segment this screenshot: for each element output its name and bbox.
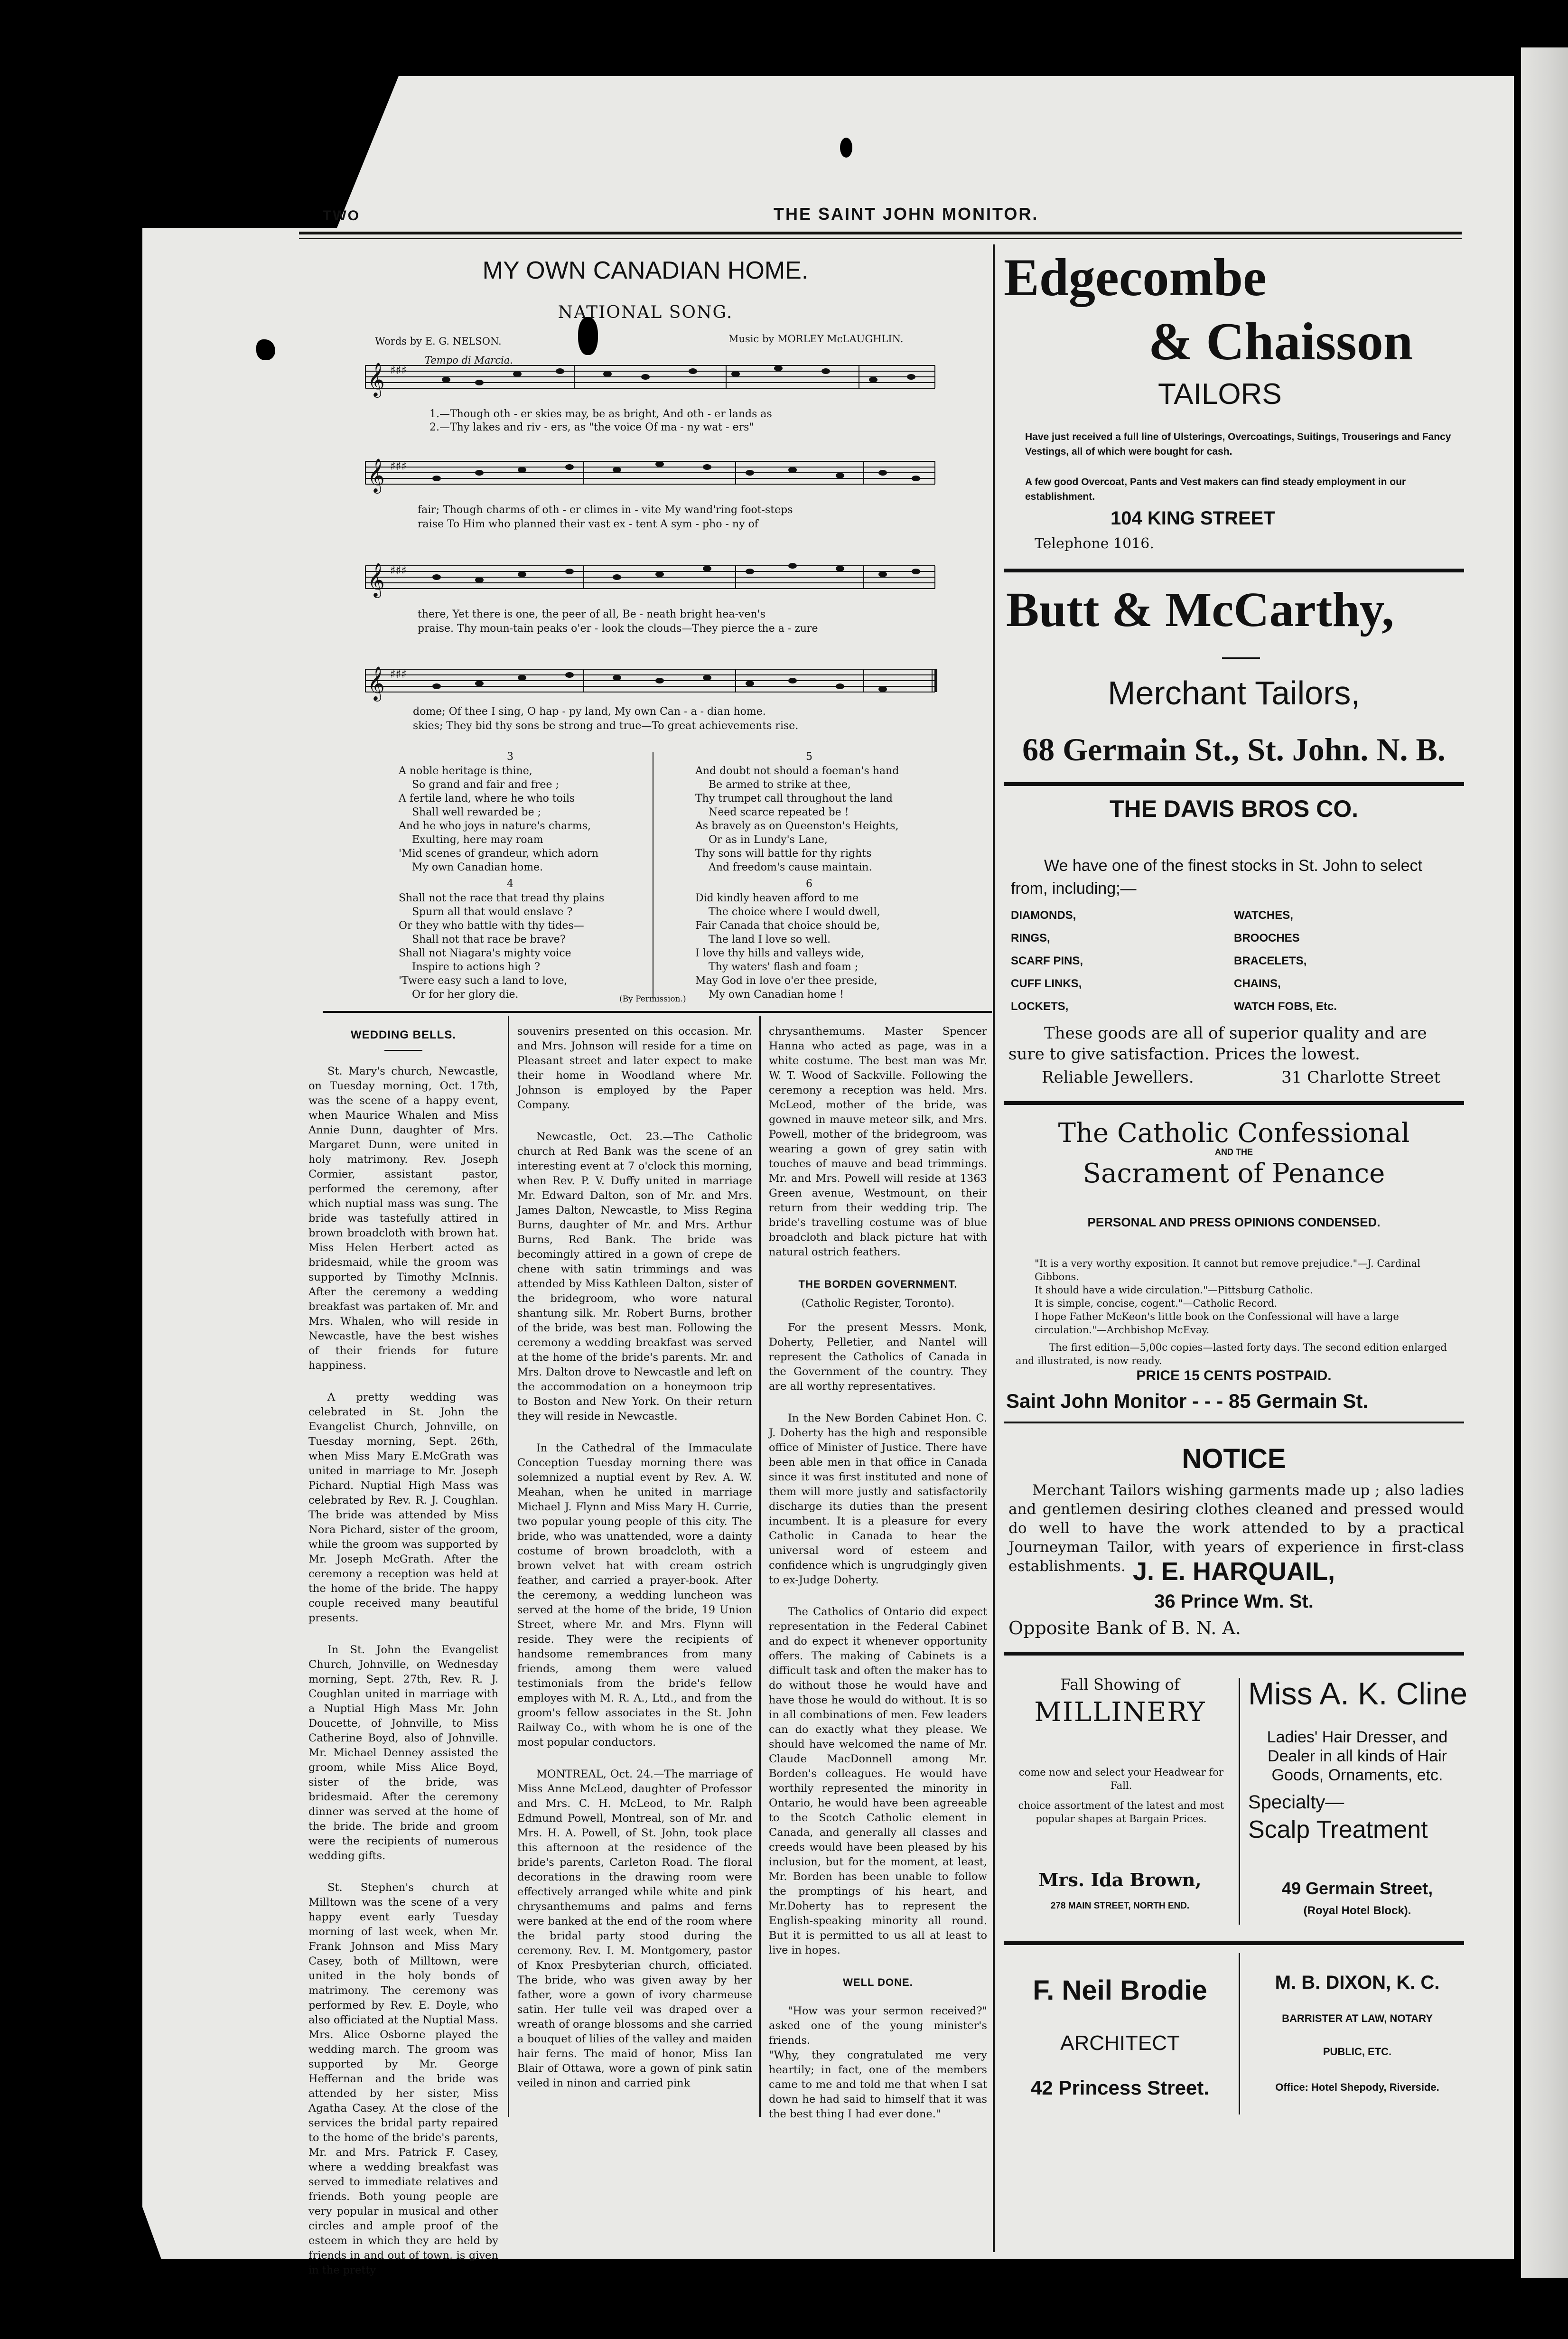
- column-3: [769, 1024, 987, 2139]
- column-2: [517, 1024, 752, 2108]
- article-paragraph: MONTREAL, Oct. 24.—The marriage of Miss Anne McLeod, daughter of Professor and Mrs. C. H. McLeod, to Mr. Ralph Edmund Powell, Montreal, son of Mr. and Mrs. H. A. Powell, of St. John, took place this afternoon at the residence of the bride's parents, Carleton Road. The floral decorations in the drawing room were effectively arranged while white and pink chrysanthemums and palms and ferns were banked at the end of the room where the bridal party stood during the ceremony. Rev. I. M. Montgomery, pastor of Knox Presbyterian church, officiated. The bride, who was given away by her father, wore a gown of ivory charmeuse satin. Her tulle veil was draped over a wreath of orange blossoms and she carried a bouquet of lilies of the valley and maiden hair ferns. The maid of honor, Miss Ian Blair of Ottawa, wore a gown of pink satin veiled in ninon and carried pink: [517, 1768, 752, 2089]
- article-paragraph: St. Stephen's church at Milltown was the scene of a very happy event early Tuesday morning of last week, when Mr. Frank Johnson and Miss Mary Casey, both of Milltown, were united in the holy bonds of matrimony. The ceremony was performed by Rev. E. Doyle, who also officiated at the Nuptial Mass. Mrs. Alice Osborne played the wedding march. The groom was supported by Mr. George Heffernan and the bride was attended by her sister, Miss Agatha Casey. At the close of the services the bridal party repaired to the home of the bride's parents, Mr. and Mrs. Patrick F. Casey, where a wedding breakfast was served to immediate relatives and friends. Both young people are very popular in musical and other circles and ample proof of the esteem in which they are held by friends in and out of town, is given in the pretty: [308, 1881, 498, 2276]
- davis-item: CHAINS,: [1234, 977, 1281, 990]
- svg-text:♯♯♯: ♯♯♯: [390, 667, 407, 681]
- davis-item: CUFF LINKS,: [1011, 977, 1082, 990]
- page-label: TWO: [323, 208, 360, 224]
- ad-divider: [1004, 1941, 1464, 1945]
- ink-spot: [578, 317, 598, 355]
- column-divider: [508, 1016, 509, 2117]
- svg-text:♯♯♯: ♯♯♯: [390, 564, 407, 577]
- verse-number: 5: [806, 751, 812, 763]
- article-paragraph: "How was your sermon received?" asked one of the young minister's friends. "Why, they congratulated me very heartily; in fact, one of the members came to me and told me that when I sat down he had said to himself that it was the best thing I had ever done.": [769, 2005, 987, 2120]
- brodie-name: F. Neil Brodie: [1033, 1975, 1207, 2006]
- borden-source: (Catholic Register, Toronto).: [801, 1297, 955, 1310]
- butt-name: Butt & McCarthy,: [1006, 582, 1394, 637]
- ink-spot: [840, 138, 852, 158]
- next-page-edge: [1521, 47, 1568, 2278]
- davis-intro: We have one of the finest stocks in St. John to select from, including;—: [1011, 857, 1422, 898]
- header-rule: [299, 232, 1462, 234]
- cline-treatment: Scalp Treatment: [1248, 1816, 1428, 1843]
- article-paragraph: In St. John the Evangelist Church, Johnville, on Wednesday morning, Sept. 27th, Rev. R. J. Coughlan united in marriage with a Nuptial High Mass Mr. John Doucette, of Johnville, to Miss Catherine Boyd, also of Johnville. Mr. Michael Denney assisted the groom, while Miss Alice Boyd, sister of the bride, was bridesmaid. After the ceremony dinner was served at the home of the bride. The bride and groom were the recipients of numerous wedding gifts.: [308, 1644, 498, 1862]
- millinery-text-2: choice assortment of the latest and most popular shapes at Bargain Prices.: [1018, 1800, 1224, 1824]
- davis-items-left: [1011, 904, 1083, 1018]
- confessional-sub: PERSONAL AND PRESS OPINIONS CONDENSED.: [1087, 1215, 1381, 1229]
- article-paragraph: A pretty wedding was celebrated in St. John the Evangelist Church, Johnville, on Tuesday morning, Sept. 26th, when Miss Mary E.McGrath was united in marriage to Mr. Joseph Pichard. Nuptial High Mass was celebrated by Rev. R. J. Coughlan. The bride was attended by Miss Nora Pichard, sister of the groom, while the groom was supported by Mr. Joseph McGrath. After the ceremony a reception was held at the home of the bride. The happy couple received many beautiful presents.: [308, 1391, 498, 1624]
- title-rule: [384, 1050, 422, 1051]
- article-paragraph: The Catholics of Ontario did expect representation in the Federal Cabinet and do expect it whenever opportunity offers. The making of Cabinets is a difficult task and often the maker has to do without those he would have and have those he would do without. It is so in all combinations of men. Few leaders can do exactly what they please. We should have welcomed the name of Mr. Claude MacDonnell among Mr. Borden's colleagues. He would have worthily represented the minority in Ontario, he would have been agreeable to the Scotch Catholic element in Canada, and generally all classes and creeds would have been pleased by his inclusion, but for the moment, at least, Mr. Borden has been unable to follow the promptings of his heart, and Mr.Doherty has to represent the English-speaking minority all round. But it is permitted to us all at least to live in hopes.: [769, 1606, 987, 1956]
- cline-text: Ladies' Hair Dresser, and Dealer in all kinds of Hair Goods, Ornaments, etc.: [1267, 1728, 1448, 1784]
- confessional-monitor: Saint John Monitor - - - 85 Germain St.: [1006, 1390, 1369, 1412]
- ad-divider: [1004, 1101, 1464, 1105]
- notice-text: Merchant Tailors wishing garments made up ; also ladies and gentlemen desiring clothes cleaned and pressed would do well to have the work attended to by a practical Journeyman Tailor, with years of experience in first-class establishments.: [1008, 1482, 1464, 1575]
- svg-text:𝄞: 𝄞: [367, 665, 385, 700]
- ad-divider: [1004, 782, 1464, 786]
- cline-name: Miss A. K. Cline: [1248, 1676, 1468, 1711]
- edgecombe-trade: TAILORS: [1158, 378, 1282, 411]
- lyric-line: raise To Him who planned their vast ex - tent A sym - pho - ny of: [418, 518, 758, 530]
- wedding-bells-title: WEDDING BELLS.: [351, 1029, 456, 1041]
- davis-quality: These goods are all of superior quality and are sure to give satisfaction. Prices the lowest.: [1008, 1024, 1427, 1064]
- article-paragraph: In the New Borden Cabinet Hon. C. J. Doherty has the high and responsible office of Minister of Justice. There have been able men in that office in Canada since it was first instituted and none of them will more justly and satisfactorily discharge its duties than the present incumbent. It is a pleasure for every Catholic in Canada to hear the universal word of esteem and confidence which is ungrudgingly given to ex-Judge Doherty.: [769, 1412, 987, 1586]
- edgecombe-text: Have just received a full line of Ulsterings, Overcoatings, Suitings, Trouserings and Fancy Vestings, all of which were bought for cash.: [1025, 431, 1451, 457]
- article-paragraph: In the Cathedral of the Immaculate Conception Tuesday morning there was solemnized a nuptial event by Rev. A. W. Meahan, when he united in marriage Michael J. Flynn and Miss Mary H. Currie, two popular young people of this city. The bride, who was unattended, wore a dainty costume of brown broadcloth, with a brown velvet hat with cream ostrich feather, and carried a prayer-book. After the ceremony, a wedding luncheon was served at the home of the bride, 19 Union Street, where Mr. and Mrs. Flynn will reside. They were the recipients of handsome remembrances from many friends, among them were valued testimonials from the bride's fellow employes with M. R. A., Ltd., and from the groom's fellow associates in the St. John Railway Co., with whom he is one of the most popular conductors.: [517, 1442, 752, 1749]
- verse-4: Shall not the race that tread thy plains Spurn all that would enslave ? Or they who battle with thy tides— Shall not that race be brave? Shall not Niagara's mighty voice Inspire to actions high ? 'Twere easy such a land to love, Or for her glory die.: [399, 892, 605, 1001]
- paper-title: THE SAINT JOHN MONITOR.: [774, 204, 1039, 224]
- dixon-role-2: PUBLIC, ETC.: [1323, 2046, 1392, 2058]
- ink-spot: [256, 339, 275, 360]
- davis-items-right: [1234, 904, 1337, 1018]
- quote: I hope Father McKeon's little book on the Confessional will have a large circulation."—Archbishop McEvay.: [1035, 1311, 1399, 1336]
- borden-title: THE BORDEN GOVERNMENT.: [798, 1278, 958, 1290]
- article-paragraph: For the present Messrs. Monk, Doherty, Pelletier, and Nantel will represent the Catholics of Canada in the Government of the country. They are all worthy representatives.: [769, 1321, 987, 1393]
- column-divider: [759, 1016, 761, 2117]
- confessional-edition: The first edition—5,00c copies—lasted forty days. The second edition enlarged and illustrated, is now ready.: [1016, 1342, 1447, 1366]
- ad-divider: [1004, 1652, 1464, 1656]
- notice-title: NOTICE: [1182, 1443, 1286, 1474]
- article-paragraph: chrysanthemums. Master Spencer Hanna who acted as page, was in a white costume. The best man was Mr. W. T. Wood of Sackville. Following the ceremony a reception was held. Mrs. McLeod, mother of the bride, was gowned in mauve meteor silk, and Mrs. Powell, mother of the bridegroom, was wearing a gown of grey satin with touches of mauve and bead trimmings. Mr. and Mrs. Powell will reside at 1363 Green avenue, Westmount, on their return from their wedding trip. The bride's travelling costume was of blue broadcloth and black picture hat with natural ostrich feathers.: [769, 1025, 987, 1258]
- lyric-line: praise. Thy moun-tain peaks o'er - look the clouds—They pierce the a - zure: [418, 623, 818, 635]
- column-1: [308, 1028, 498, 2295]
- davis-sign-right: 31 Charlotte Street: [1281, 1068, 1441, 1087]
- davis-sign-left: Reliable Jewellers.: [1042, 1068, 1194, 1087]
- svg-text:𝄞: 𝄞: [367, 562, 385, 597]
- small-rule: [1222, 657, 1260, 659]
- millinery-address: 278 MAIN STREET, NORTH END.: [1050, 1901, 1190, 1911]
- davis-item: BRACELETS,: [1234, 954, 1307, 967]
- millinery-showing: Fall Showing of: [1060, 1675, 1180, 1693]
- verse-6: Did kindly heaven afford to me The choice where I would dwell, Fair Canada that choice should be, The land I love so well. I love thy hills and valleys wide, Thy waters' flash and foam ; May God in love o'er thee preside, My own Canadian home !: [695, 892, 880, 1001]
- lyric-line: dome; Of thee I sing, O hap - py land, My own Can - a - dian home.: [413, 706, 766, 718]
- well-done-title: WELL DONE.: [843, 1976, 913, 1988]
- confessional-and-the: AND THE: [1215, 1147, 1253, 1157]
- lyric-line: fair; Though charms of oth - er climes in - vite My wand'ring foot-steps: [418, 504, 793, 516]
- notice-name: J. E. HARQUAIL,: [1132, 1557, 1335, 1586]
- verse-number: 3: [507, 751, 513, 763]
- header-rule-thin: [299, 238, 1462, 239]
- davis-item: SCARF PINS,: [1011, 954, 1083, 967]
- permission-note: (By Permission.): [619, 994, 686, 1004]
- edgecombe-text-2: A few good Overcoat, Pants and Vest makers can find steady employment in our establishment.: [1025, 477, 1406, 502]
- dixon-role: BARRISTER AT LAW, NOTARY: [1282, 2012, 1433, 2024]
- davis-item: LOCKETS,: [1011, 1000, 1069, 1013]
- ad-divider: [1004, 1422, 1464, 1423]
- edgecombe-name: Edgecombe: [1004, 248, 1267, 307]
- dixon-office: Office: Hotel Shepody, Riverside.: [1275, 2081, 1439, 2093]
- notice-opposite: Opposite Bank of B. N. A.: [1008, 1618, 1241, 1638]
- lyric-line: 2.—Thy lakes and riv - ers, as "the voice Of ma - ny wat - ers": [429, 421, 754, 433]
- lyric-line: there, Yet there is one, the peer of all, Be - neath bright hea-ven's: [418, 608, 765, 620]
- brodie-address: 42 Princess Street.: [1031, 2077, 1209, 2099]
- millinery-name: Mrs. Ida Brown,: [1038, 1869, 1202, 1890]
- confessional-title-2: Sacrament of Penance: [1083, 1158, 1385, 1189]
- butt-trade: Merchant Tailors,: [1108, 674, 1360, 711]
- ad-divider-vertical: [1239, 1678, 1240, 1925]
- edgecombe-name-2: & Chaisson: [1148, 312, 1413, 371]
- article-paragraph: Newcastle, Oct. 23.—The Catholic church at Red Bank was the scene of an interesting event at 7 o'clock this morning, when Rev. P. V. Duffy united in marriage Mr. Edward Dalton, son of Mr. and Mrs. James Dalton, Newcastle, to Miss Regina Burns, daughter of Mr. and Mrs. Arthur Burns, Red Bank. The bride was becomingly attired in a gown of crepe de chene with satin trimmings and was attended by Miss Kathleen Dalton, sister of the bridegroom, who wore natural shantung silk. Mr. Robert Burns, brother of the bride, was best man. Following the ceremony a wedding breakfast was served at the home of the bride's parents. Mr. and Mrs. Dalton drove to Newcastle and left on the accommodation on a honeymoon trip to Boston and New York. On their return they will reside in Newcastle.: [517, 1131, 753, 1422]
- svg-text:𝄞: 𝄞: [367, 458, 385, 492]
- confessional-quotes: [1035, 1257, 1462, 1337]
- quote: "It is a very worthy exposition. It cannot but remove prejudice."—J. Cardinal Gibbons.: [1035, 1258, 1420, 1282]
- davis-item: WATCHES,: [1234, 909, 1293, 922]
- song-words-by: Words by E. G. NELSON.: [375, 336, 502, 347]
- davis-item: WATCH FOBS, Etc.: [1234, 1000, 1337, 1013]
- cline-street: 49 Germain Street,: [1281, 1879, 1433, 1898]
- song-tempo: Tempo di Marcia.: [425, 355, 513, 366]
- butt-address: 68 Germain St., St. John. N. B.: [1022, 731, 1446, 767]
- quote: It should have a wide circulation."—Pittsburg Catholic.: [1035, 1284, 1313, 1296]
- millinery-text: come now and select your Headwear for Fall.: [1018, 1767, 1224, 1791]
- article-paragraph: souvenirs presented on this occasion. Mr. and Mrs. Johnson will reside for a time on Pleasant street and later expect to make their home in Woodland where Mr. Johnson is employed by the Paper Company.: [517, 1025, 752, 1111]
- verse-number: 6: [806, 878, 812, 890]
- article-paragraph: St. Mary's church, Newcastle, on Tuesday morning, Oct. 17th, was the scene of a happy event, when Maurice Whalen and Miss Annie Dunn, daughter of Mrs. Margaret Dunn, were united in holy matrimony. Rev. Joseph Cormier, assistant pastor, performed the ceremony, after which nuptial mass was sung. The bride was tastefully attired in brown broadcloth with brown hat. Miss Helen Herbert acted as bridesmaid, while the groom was supported by Timothy McInnis. After the ceremony a wedding breakfast was partaken of. Mr. and Mrs. Whalen, who will reside in Newcastle, have the best wishes of their friends for future happiness.: [308, 1065, 498, 1372]
- song-bottom-rule: [323, 1011, 992, 1013]
- cline-block: (Royal Hotel Block).: [1303, 1904, 1411, 1917]
- ad-divider: [1004, 569, 1464, 572]
- song-title: MY OWN CANADIAN HOME.: [482, 257, 809, 284]
- song-subtitle: NATIONAL SONG.: [558, 303, 733, 322]
- brodie-role: ARCHITECT: [1060, 2031, 1180, 2055]
- millinery-title: MILLINERY: [1034, 1697, 1206, 1728]
- dixon-name: M. B. DIXON, K. C.: [1275, 1972, 1440, 1993]
- notice-street: 36 Prince Wm. St.: [1154, 1591, 1314, 1612]
- cline-specialty: Specialty—: [1248, 1792, 1344, 1813]
- davis-item: BROOCHES: [1234, 932, 1300, 945]
- lyric-line: 1.—Though oth - er skies may, be as bright, And oth - er lands as: [429, 408, 772, 420]
- svg-text:♯♯♯: ♯♯♯: [390, 364, 407, 377]
- column-divider: [993, 244, 995, 2252]
- verse-number: 4: [507, 878, 513, 890]
- verse-3: A noble heritage is thine, So grand and fair and free ; A fertile land, where he who toils Shall well rewarded be ; And he who joys in nature's charms, Exulting, here may roam 'Mid scenes of grandeur, which adorn My own Canadian home.: [399, 765, 599, 873]
- quote: It is simple, concise, cogent."—Catholic Record.: [1035, 1298, 1278, 1309]
- confessional-price: PRICE 15 CENTS POSTPAID.: [1136, 1368, 1332, 1384]
- davis-name: THE DAVIS BROS CO.: [1109, 795, 1359, 822]
- confessional-title-1: The Catholic Confessional: [1058, 1118, 1410, 1149]
- verse-5: And doubt not should a foeman's hand Be armed to strike at thee, Thy trumpet call throughout the land Need scarce repeated be ! As bravely as on Queenston's Heights, Or as in Lundy's Lane, Thy sons will battle for thy rights And freedom's cause maintain.: [695, 765, 899, 873]
- svg-text:♯♯♯: ♯♯♯: [390, 459, 407, 473]
- edgecombe-phone: Telephone 1016.: [1035, 535, 1154, 552]
- lyric-line: skies; They bid thy sons be strong and true—To great achievements rise.: [413, 720, 799, 732]
- davis-item: RINGS,: [1011, 932, 1050, 945]
- song-music-by: Music by MORLEY McLAUGHLIN.: [728, 333, 904, 345]
- davis-item: DIAMONDS,: [1011, 909, 1076, 922]
- svg-text:𝄞: 𝄞: [367, 362, 385, 396]
- ad-divider-vertical: [1239, 1953, 1240, 2114]
- edgecombe-address: 104 KING STREET: [1111, 508, 1275, 529]
